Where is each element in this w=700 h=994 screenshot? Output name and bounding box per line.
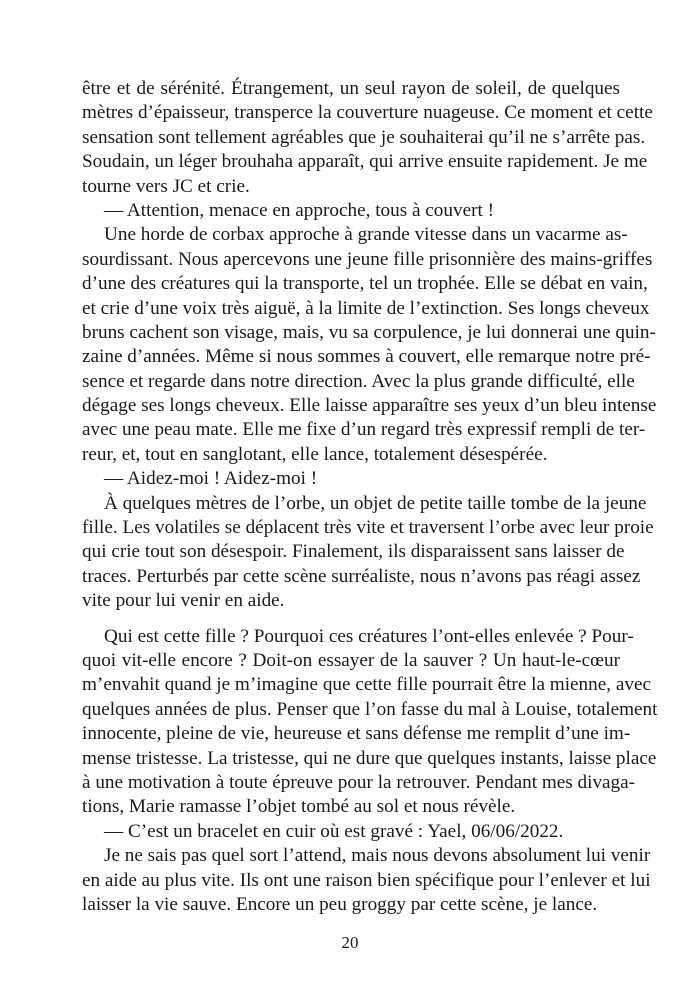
text-line: Qui est cette fille ? Pourquoi ces créatures l’ont-elles enlevée ? Pour- [104, 625, 634, 647]
text-line: Je ne sais pas quel sort l’attend, mais nous devons absolument lui venir [104, 845, 651, 867]
text-line: vite pour lui venir en aide. [82, 590, 285, 612]
paragraph [82, 492, 654, 614]
text-line: Soudain, un léger brouhaha apparaît, qui arrive ensuite rapidement. Je me [82, 151, 648, 173]
text-line: qui crie tout son désespoir. Finalement, ils disparaissent sans laisser de [82, 541, 625, 563]
text-line: bruns cachent son visage, mais, vu sa corpulence, je lui donnerai une quin- [82, 321, 656, 343]
paragraph [82, 199, 620, 223]
text-line: laisser la vie sauve. Encore un peu groggy par cette scène, je lance. [82, 893, 598, 915]
paragraph [82, 625, 658, 820]
text-line: À quelques mètres de l’orbe, un objet de petite taille tombe de la jeune [104, 492, 647, 514]
text-line: — Attention, menace en approche, tous à couvert ! [104, 199, 495, 221]
text-line: sence et regarde dans notre direction. Avec la plus grande difficulté, elle [82, 370, 635, 392]
text-line: mètres d’épaisseur, transperce la couverture nuageuse. Ce moment et cette [82, 102, 653, 124]
text-line: être et de sérénité. Étrangement, un seul rayon de soleil, de quelques [82, 78, 620, 99]
paragraph [82, 223, 657, 467]
text-line: dégage ses longs cheveux. Elle laisse apparaître ses yeux d’un bleu intense [82, 395, 657, 417]
text-line: tourne vers JC et crie. [82, 175, 250, 197]
text-line: — C’est un bracelet en cuir où est gravé : Yael, 06/06/2022. [104, 820, 564, 842]
text-line: en aide au plus vite. Ils ont une raison bien spécifique pour l’enlever et lui [82, 869, 651, 891]
text-line: quoi vit-elle encore ? Doit-on essayer de la sauver ? Un haut-le-cœur [82, 649, 620, 671]
text-line: sensation sont tellement agréables que je souhaiterai qu’il ne s’arrête pas. [82, 126, 646, 148]
text-line: avec une peau mate. Elle me fixe d’un regard très expressif rempli de ter- [82, 419, 646, 441]
paragraph [82, 820, 620, 844]
paragraph [82, 844, 651, 917]
text-line: traces. Perturbés par cette scène surréaliste, nous n’avons pas réagi assez [82, 565, 641, 587]
text-line: fille. Les volatiles se déplacent très vite et traversent l’orbe avec leur proie [82, 517, 654, 539]
text-line: et crie d’une voix très aiguë, à la limite de l’extinction. Ses longs cheveux [82, 297, 650, 319]
text-line: tions, Marie ramasse l’objet tombé au sol et nous révèle. [82, 796, 516, 818]
text-line: d’une des créatures qui la transporte, tel un trophée. Elle se débat en vain, [82, 273, 648, 295]
text-line: reur, et, tout en sanglotant, elle lance, totalement désespérée. [82, 443, 548, 465]
text-line: quelques années de plus. Penser que l’on fasse du mal à Louise, totalement [82, 698, 658, 720]
text-line: zaine d’années. Même si nous sommes à couvert, elle remarque notre pré- [82, 346, 651, 368]
page-body-text [82, 77, 658, 917]
page-number: 20 [341, 933, 359, 952]
text-line: innocente, pleine de vie, heureuse et sans défense me remplit d’une im- [82, 723, 631, 745]
paragraph [82, 467, 620, 491]
paragraph [82, 77, 653, 199]
text-line: — Aidez-moi ! Aidez-moi ! [104, 468, 318, 490]
text-line: mense tristesse. La tristesse, qui ne dure que quelques instants, laisse place [82, 747, 657, 769]
text-line: m’envahit quand je m’imagine que cette fille pourrait être la mienne, avec [82, 674, 651, 696]
text-line: sourdissant. Nous apercevons une jeune fille prisonnière des mains-griffes [82, 248, 653, 270]
text-line: Une horde de corbax approche à grande vitesse dans un vacarme as- [104, 224, 628, 246]
text-line: à une motivation à toute épreuve pour la retrouver. Pendant mes divaga- [82, 771, 636, 793]
